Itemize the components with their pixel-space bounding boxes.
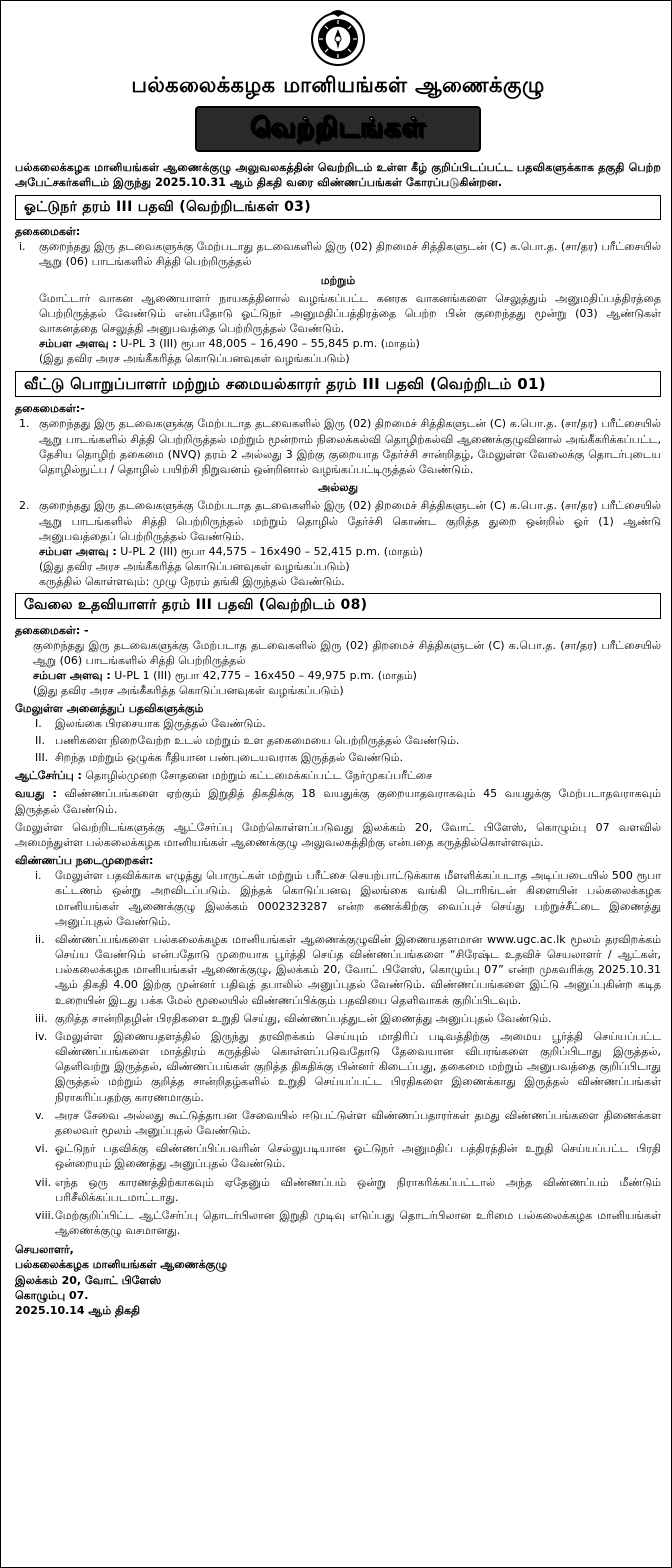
item-text: மேலுள்ள பதவிக்காக எழுத்து பொருட்கள் மற்றும் பரீட்சை செயற்பாட்டுக்காக மீளளிக்கப்படாத அடிப்படையில் 500 ரூபா கட்டணம் ஒன்று அறவிடப்படும். இந்தக் கொடுப்பனவு இலங்கை வங்கி டொரிங்டன் கிளையின் பல்கலைக்கழக மானியங்கள் ஆணைக்குழு இலக்கம் 0002323287 என்ற கணக்கிற்கு வைப்புச் செய்து பற்றுச்சீட்டை இணைத்து அனுப்புதல் வேண்டும். (55, 869, 661, 928)
item-number: iii. (35, 1011, 48, 1025)
item-text: குறைந்தது இரு தடவைகளுக்கு மேற்படாத தடவைகளில் இரு (02) திறமைச் சித்திகளுடன் (C) க.பொ.த. (சா/தர) பரீட்சையில் ஆறு பாடங்களில் சித்தி பெற்றிருத்தல் மற்றும் மூன்றாம் நிலைக்கல்வி தொழிற்கல்வி ஆணைக்குழுவினால் அங்கீகரிக்கப்பட்ட, தேசிய தொழிற் தகைமை (NVQ) தரம் 2 அல்லது 3 இற்கு குறையாத தேர்ச்சி சான்றிதழ், மேலுள்ள வேலைக்கு தொடர்புடைய தொழில்நுட்ப / தொழில் பயிற்சி நிறுவனம் ஒன்றினால் வழங்கப்பட்டிருத்தல் வேண்டும். (39, 417, 661, 476)
list-item (15, 1011, 661, 1026)
salary-label: சம்பள அளவு : (39, 544, 117, 558)
section-housekeeper-note: கருத்தில் கொள்ளவும்: முழு நேரம் தங்கி இருந்தல் வேண்டும். (39, 575, 345, 589)
list-item (15, 1029, 661, 1105)
item-number: I. (35, 716, 42, 730)
section-work-aide-salary (15, 668, 661, 683)
item-text: மேற்குறிப்பிட்ட ஆட்சேர்ப்பு தொடர்பிலான இறுதி முடிவு எடுப்பது தொடர்பிலான உரிமை பல்கலைக்கழக மானியங்கள் ஆணைக்குழு வசமானது. (55, 1208, 661, 1238)
signatory-city: கொழும்பு 07. (15, 1288, 89, 1302)
item-number: 2. (19, 499, 30, 513)
recruitment-label: ஆட்சேர்ப்பு : (15, 769, 82, 783)
section-driver-title: ஓட்டுநர் தரம் III பதவி (வெற்றிடங்கள் 03) (15, 195, 661, 220)
item-text: விண்ணப்பங்களை பல்கலைக்கழக மானியங்கள் ஆணைக்குழுவின் இணையதளமான www.ugc.ac.lk மூலம் தரவிறக்கம் செய்ய வேண்டும் என்பதோடு முறையாக பூர்த்தி செய்த விண்ணப்பங்களை “சிரேஷ்ட உதவிச் செயலாளர் / ஆட்கள், பல்கலைக்கழக மானியங்கள் ஆணைக்குழு, இலக்கம் 20, வோட் பிளேஸ், கொழும்பு 07” என்ற முகவரிக்கு 2025.10.31 ஆம் திகதி 4.00 இற்கு முன்னர் பதிவுத் தபாலில் அனுப்புதல் வேண்டும். விண்ணப்பங்களை இட்டு அனுப்புகின்ற கடித உறையின் இடது பக்க மேல் மூலையில் விண்ணப்பிக்கும் பதவியை தெளிவாகக் குறிப்பிடவும். (55, 932, 661, 1007)
item-number: vii. (35, 1175, 52, 1189)
organization-title: பல்கலைக்கழக மானியங்கள் ஆணைக்குழு (131, 73, 545, 97)
section-housekeeper-title: வீட்டு பொறுப்பாளர் மற்றும் சமையல்காரர் தரம் III பதவி (வெற்றிடம் 01) (15, 371, 661, 398)
item-text: மேலுள்ள இணையதளத்தில் இருந்து தரவிறக்கம் செய்யும் மாதிரிப் படிவத்திற்கு அமைய பூர்த்தி செய்யப்பட்ட விண்ணப்பங்களை மாத்திரம் கருத்தில் கொள்ளப்படுவதோடு தேவையான விபரங்களை குறிப்பிடாது இருத்தல், தெளிவற்று இருத்தல், விண்ணப்பங்கள் குறித்த திகதிக்கு பின்னர் கிடைப்பது, தகைமை மற்றும் அனுபவத்தை குறிப்பிடாது இருத்தல் மற்றும் குறித்த சான்றிதழ்களில் உறுதி செய்யப்பட்ட பிரதிகளை இணைக்காது இருத்தல் விண்ணப்பங்கள் நிராகரிப்பதற்கு காரணமாகும். (55, 1029, 661, 1104)
list-item (15, 1108, 661, 1138)
recruitment-line (15, 768, 661, 783)
item-text: சிறந்த மற்றும் ஒழுக்க ரீதியான பண்புடையவராக இருத்தல் வேண்டும். (55, 751, 404, 765)
item-number: II. (35, 733, 45, 747)
salary-label: சம்பள அளவு : (39, 337, 117, 351)
section-driver-licence-paragraph: மோட்டார் வாகன ஆணையாளர் நாயகத்தினால் வழங்கப்பட்ட கனரக வாகனங்களை செலுத்தும் அனுமதிப்பத்திரத்தை பெற்றிருத்தல் வேண்டும் என்பதோடு ஓட்டுநர் அனுமதிப்பத்திரத்தை பெற்ற பின் குறைந்தது மூன்று (03) ஆண்டுகள் வாகனத்தை செலுத்தி அனுபவத்தை பெற்றிருத்தல் வேண்டும். (39, 291, 661, 336)
all-posts-list (15, 716, 661, 766)
salary-label: சம்பள அளவு : (33, 669, 111, 683)
university-emblem-icon (308, 7, 368, 69)
section-work-aide-title: வேலை உதவியாளர் தரம் III பதவி (வெற்றிடம் 08) (15, 593, 661, 618)
recruitment-text: தொழில்முறை சோதனை மற்றும் கட்டமைக்கப்பட்ட நேர்முகப்பரீட்சை (85, 769, 433, 783)
section-driver-salary (15, 336, 661, 351)
procedure-list (15, 868, 661, 1238)
signatory-org: பல்கலைக்கழக மானியங்கள் ஆணைக்குழு (15, 1258, 228, 1272)
office-note: மேலுள்ள வெற்றிடங்களுக்கு ஆட்சேர்ப்பு மேற்கொள்ளப்படுவது இலக்கம் 20, வோட் பிளேஸ், கொழும்பு 07 வளவில் அமைந்துள்ள பல்கலைக்கழக மானியங்கள் ஆணைக்குழு அலுவலகத்திற்கு என்பதை கருத்தில்கொள்ளவும். (15, 820, 661, 849)
section-housekeeper-qual-label: தகைமைகள்:- (15, 402, 85, 416)
list-item (15, 1141, 661, 1171)
intro-paragraph: பல்கலைக்கழக மானியங்கள் ஆணைக்குழு அலுவலகத்தின் வெற்றிடம் உள்ள கீழ் குறிப்பிடப்பட்ட பதவிகளுக்காக தகுதி பெற்ற அபேட்சகர்களிடம் இருந்து 2025.10.31 ஆம் திகதி வரை விண்ணப்பங்கள் கோரப்படுகின்றன. (15, 160, 661, 190)
item-number: ii. (35, 932, 45, 946)
salary-value: U-PL 1 (III) ரூபா 42,775 – 16x450 – 49,975 p.m. (மாதம்) (114, 669, 417, 683)
age-line (15, 786, 661, 816)
item-text: குறைந்தது இரு தடவைகளுக்கு மேற்படாத தடவைகளில் இரு (02) திறமைச் சித்திகளுடன் (C) க.பொ.த. (சா/தர) பரீட்சையில் ஆறு பாடங்களில் சித்தி பெற்றிருந்தல் மற்றும் தொழில் தேர்ச்சி கொண்ட குறித்த துறை ஒன்றில் ஓர் (1) ஆண்டு அனுபவத்தைப் பெற்றிருத்தல் வேண்டும். (39, 499, 661, 543)
notice-date: 2025.10.14 ஆம் திகதி (15, 1303, 141, 1317)
item-number: viii. (35, 1208, 55, 1222)
and-label: மற்றும் (320, 273, 356, 287)
vacancies-banner: வெற்றிடங்கள் (195, 106, 481, 152)
item-text: ஓட்டுநர் பதவிக்கு விண்ணப்பிப்பவரின் செல்லுபடியான ஓட்டுநர் அனுமதிப் பத்திரத்தின் உறுதி செய்யப்பட்ட பிரதி ஒன்றையும் இணைத்து அனுப்புதல் வேண்டும். (55, 1142, 661, 1171)
age-label: வயது : (15, 787, 57, 801)
section-housekeeper-salary (15, 544, 661, 559)
section-housekeeper-qual-item-1 (15, 416, 661, 477)
list-item (15, 1208, 661, 1238)
item-number: III. (35, 751, 49, 765)
item-number: vi. (35, 1142, 49, 1156)
item-text: அரச சேவை அல்லது கூட்டுத்தாபன சேவையில் ஈடுபட்டுள்ள விண்ணப்பதாரர்கள் தமது விண்ணப்பங்களை திணைக்கள தலைவர் மூலம் அனுப்புதல் வேண்டும். (55, 1108, 661, 1137)
list-item (15, 932, 661, 1008)
item-text: இலங்கை பிரசையாக இருத்தல் வேண்டும். (55, 716, 266, 730)
age-text: விண்ணப்பங்களை ஏற்கும் இறுதித் திகதிக்கு 18 வயதுக்கு குறையாதவராகவும் 45 வயதுக்கு மேற்படாதவராகவும் இருத்தல் வேண்டும். (15, 787, 661, 816)
item-text: குறித்த சான்றிதழின் பிரதிகளை உறுதி செய்து, விண்ணப்பத்துடன் இணைத்து அனுப்புதல் வேண்டும். (55, 1011, 552, 1025)
all-posts-label: மேலுள்ள அனைத்துப் பதவிகளுக்கும் (15, 701, 204, 715)
item-number: iv. (35, 1029, 48, 1043)
item-text: பணிகளை நிறைவேற்ற உடல் மற்றும் உள தகைமையை பெற்றிருத்தல் வேண்டும். (55, 733, 460, 747)
section-housekeeper-allowance: (இது தவிர அரச அங்கீகரித்த கொடுப்பனவுகள் வழங்கப்படும்) (39, 560, 350, 574)
signatory-title: செயலாளர், (15, 1243, 74, 1257)
list-item (15, 750, 661, 765)
section-housekeeper-qual-item-2 (15, 498, 661, 544)
list-item (15, 716, 661, 731)
list-item (15, 1175, 661, 1205)
section-work-aide-qual-text: குறைந்தது இரு தடவைகளுக்கு மேற்படாத தடவைகளில் இரு (02) திறமைச் சித்திகளுடன் (C) க.பொ.த. (சா/தர) பரீட்சையில் ஆறு (06) பாடங்களில் சித்தி பெற்றிருத்தல் (33, 638, 661, 668)
or-label: அல்லது (317, 481, 359, 495)
procedure-label: விண்ணப்ப நடைமுறைகள்: (15, 854, 154, 868)
signature-block (15, 1242, 661, 1318)
signatory-address: இலக்கம் 20, வோட் பிளேஸ் (15, 1273, 162, 1287)
item-number: i. (35, 869, 42, 883)
item-number: 1. (19, 417, 30, 431)
section-work-aide-qual-label: தகைமைகள்: - (15, 623, 89, 637)
section-work-aide-allowance: (இது தவிர அரச அங்கீகரித்த கொடுப்பனவுகள் வழங்கப்படும்) (33, 684, 344, 698)
section-driver-qual-item (15, 239, 661, 269)
salary-value: U-PL 3 (III) ரூபா 48,005 – 16,490 – 55,845 p.m. (மாதம்) (120, 337, 420, 351)
list-item (15, 733, 661, 748)
list-item (15, 868, 661, 929)
item-number: v. (35, 1108, 45, 1122)
item-text: எந்த ஒரு காரணத்திற்காகவும் ஏதேனும் விண்ணப்பம் ஒன்று நிராகரிக்கப்பட்டால் அந்த விண்ணப்பம் மீண்டும் பரிசீலிக்கப்படமாட்டாது. (55, 1175, 661, 1204)
section-driver-qual-label: தகைமைகள்: (15, 225, 81, 239)
item-text: குறைந்தது இரு தடவைகளுக்கு மேற்படாது தடவைகளில் இரு (02) திறமைச் சித்திகளுடன் (C) க.பொ.த. (சா/தர) பரீட்சையில் ஆறு (06) பாடங்களில் சித்தி பெற்றிருத்தல் (39, 240, 661, 269)
section-driver-allowance: (இது தவிர அரச அங்கீகரித்த கொடுப்பனவுகள் வழங்கப்படும்) (39, 352, 350, 366)
item-number: i. (19, 240, 26, 254)
salary-value: U-PL 2 (III) ரூபா 44,575 – 16x490 – 52,415 p.m. (மாதம்) (120, 544, 423, 558)
